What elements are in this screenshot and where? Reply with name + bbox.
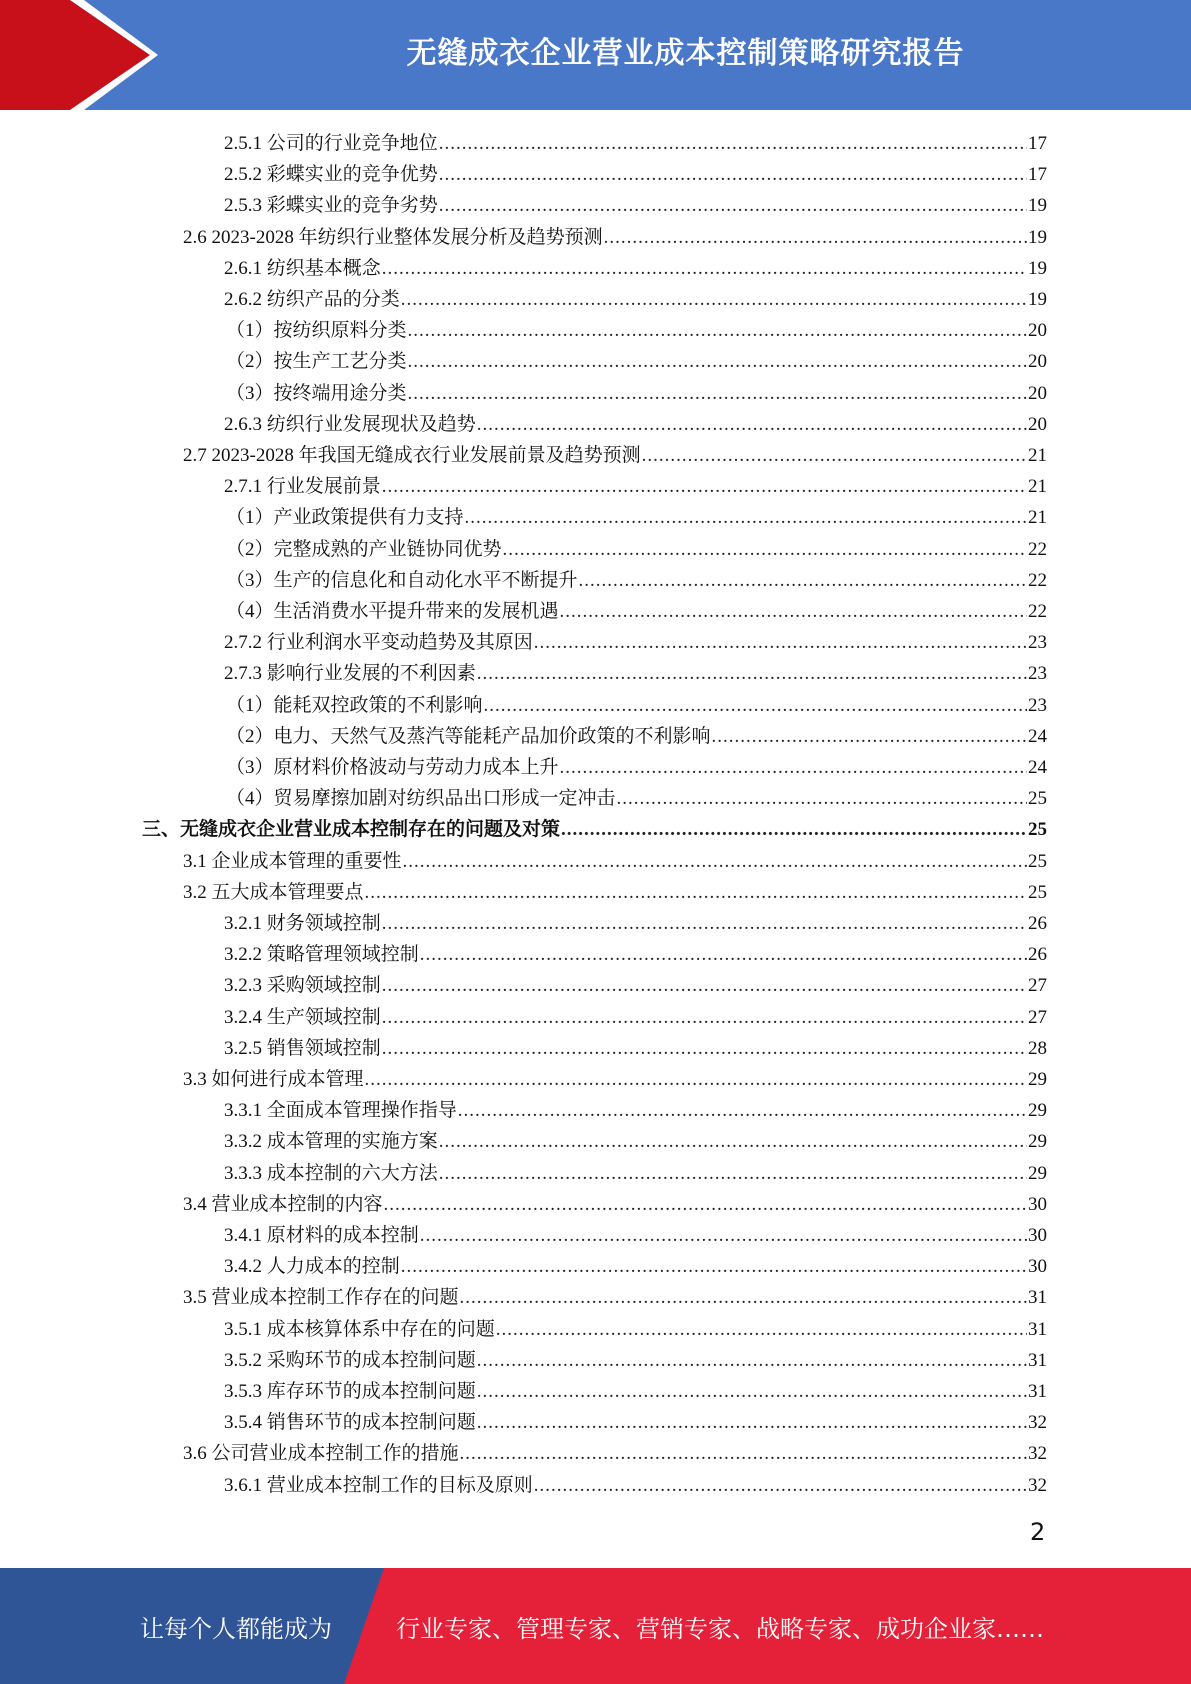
toc-entry[interactable] — [224, 159, 1047, 190]
toc-entry-page: 17 — [1028, 164, 1047, 186]
toc-entry-page: 24 — [1028, 725, 1047, 747]
toc-leader-dots — [712, 721, 1027, 752]
toc-entry-page: 29 — [1028, 1069, 1047, 1090]
toc-entry-title: 2.6.1 纺织基本概念 — [224, 257, 381, 279]
toc-entry-page: 31 — [1028, 1349, 1047, 1371]
toc-leader-dots — [642, 440, 1027, 471]
toc-entry-title: （2）按生产工艺分类 — [226, 351, 407, 373]
toc-leader-dots — [420, 939, 1027, 970]
toc-entry[interactable] — [183, 1064, 1047, 1095]
toc-leader-dots — [382, 1002, 1027, 1033]
toc-entry-title: 2.6 2023-2028 年纺织行业整体发展分析及趋势预测 — [183, 226, 603, 248]
toc-leader-dots — [458, 1095, 1027, 1126]
toc-entry-title: 3.2.5 销售领域控制 — [224, 1037, 381, 1059]
toc-entry[interactable] — [226, 502, 1047, 533]
toc-entry-page: 30 — [1028, 1256, 1047, 1278]
toc-entry-page: 21 — [1028, 445, 1047, 466]
toc-entry-title: 三、无缝成衣企业营业成本控制存在的问题及对策 — [142, 819, 561, 841]
toc-leader-dots — [579, 565, 1027, 596]
toc-entry-page: 30 — [1028, 1193, 1047, 1215]
toc-entry[interactable] — [183, 222, 1047, 253]
toc-leader-dots — [460, 1282, 1027, 1313]
toc-entry[interactable] — [226, 346, 1047, 377]
toc-entry-title: 3.5.2 采购环节的成本控制问题 — [224, 1349, 476, 1371]
toc-entry-title: 2.6.2 纺织产品的分类 — [224, 289, 400, 310]
toc-entry-page: 25 — [1028, 819, 1047, 841]
toc-leader-dots — [401, 1251, 1027, 1282]
toc-entry-title: 3.5.1 成本核算体系中存在的问题 — [224, 1318, 495, 1340]
page-footer — [0, 1568, 1191, 1684]
toc-leader-dots — [384, 1189, 1027, 1220]
toc-entry[interactable] — [183, 440, 1047, 471]
toc-entry-title: 3.2.4 生产领域控制 — [224, 1006, 381, 1028]
toc-leader-dots — [560, 752, 1027, 783]
toc-entry[interactable] — [142, 814, 1047, 845]
toc-entry-page: 20 — [1028, 320, 1047, 342]
toc-entry-page: 20 — [1028, 382, 1047, 404]
toc-leader-dots — [560, 596, 1027, 627]
toc-entry-title: 2.5.3 彩蝶实业的竞争劣势 — [224, 195, 438, 217]
toc-entry-page: 29 — [1028, 1100, 1047, 1122]
toc-entry[interactable] — [224, 409, 1047, 440]
toc-entry-page: 25 — [1028, 850, 1047, 872]
toc-entry-title: 2.7 2023-2028 年我国无缝成衣行业发展前景及趋势预测 — [183, 445, 641, 466]
toc-entry[interactable] — [224, 128, 1047, 159]
toc-leader-dots — [503, 534, 1027, 565]
toc-entry-title: 3.6 公司营业成本控制工作的措施 — [183, 1443, 459, 1465]
toc-leader-dots — [382, 970, 1027, 1001]
toc-entry-page: 31 — [1028, 1381, 1047, 1402]
toc-entry-page: 27 — [1028, 975, 1047, 997]
toc-leader-dots — [403, 846, 1027, 877]
toc-entry-title: 2.7.3 影响行业发展的不利因素 — [224, 663, 476, 685]
toc-entry-page: 28 — [1028, 1037, 1047, 1059]
toc-entry[interactable] — [224, 253, 1047, 284]
toc-entry-title: 3.6.1 营业成本控制工作的目标及原则 — [224, 1474, 533, 1496]
toc-entry-page: 31 — [1028, 1318, 1047, 1340]
toc-entry-title: 3.4.2 人力成本的控制 — [224, 1256, 400, 1278]
toc-leader-dots — [465, 502, 1027, 533]
footer-slogan-left: 让每个人都能成为 — [140, 1614, 332, 1643]
toc-entry[interactable] — [224, 1095, 1047, 1126]
toc-leader-dots — [408, 315, 1027, 346]
toc-entry[interactable] — [224, 190, 1047, 221]
toc-leader-dots — [477, 1376, 1027, 1407]
toc-entry[interactable] — [224, 1314, 1047, 1345]
toc-entry-page: 25 — [1028, 881, 1047, 903]
toc-entry-title: （2）电力、天然气及蒸汽等能耗产品加价政策的不利影响 — [226, 725, 711, 747]
toc-leader-dots — [484, 690, 1027, 721]
toc-entry-title: 2.7.2 行业利润水平变动趋势及其原因 — [224, 632, 533, 654]
page-number: 2 — [1030, 1518, 1046, 1546]
toc-entry[interactable] — [224, 939, 1047, 970]
toc-entry-page: 29 — [1028, 1162, 1047, 1184]
toc-entry-page: 22 — [1028, 569, 1047, 591]
toc-entry-title: 3.3.3 成本控制的六大方法 — [224, 1162, 438, 1184]
toc-entry-title: 3.2.2 策略管理领域控制 — [224, 944, 419, 966]
toc-entry-page: 20 — [1028, 413, 1047, 435]
toc-entry[interactable] — [224, 1345, 1047, 1376]
toc-entry[interactable] — [224, 1126, 1047, 1157]
toc-entry[interactable] — [224, 1002, 1047, 1033]
toc-entry-title: （4）贸易摩擦加剧对纺织品出口形成一定冲击 — [226, 788, 616, 810]
toc-entry[interactable] — [226, 783, 1047, 814]
toc-entry-title: 3.5.4 销售环节的成本控制问题 — [224, 1412, 476, 1434]
toc-entry-page: 22 — [1028, 601, 1047, 622]
toc-entry-page: 22 — [1028, 538, 1047, 560]
toc-leader-dots — [534, 627, 1027, 658]
toc-entry-title: 3.2.3 采购领域控制 — [224, 975, 381, 997]
document-title: 无缝成衣企业营业成本控制策略研究报告 — [406, 36, 965, 71]
toc-entry-page: 26 — [1028, 944, 1047, 966]
toc-leader-dots — [408, 378, 1027, 409]
toc-entry-title: 2.5.2 彩蝶实业的竞争优势 — [224, 164, 438, 186]
toc-entry-page: 23 — [1028, 663, 1047, 685]
toc-entry-page: 31 — [1028, 1287, 1047, 1309]
toc-entry-page: 19 — [1028, 257, 1047, 279]
toc-entry-page: 23 — [1028, 694, 1047, 716]
toc-entry[interactable] — [224, 1407, 1047, 1438]
toc-entry-title: （3）按终端用途分类 — [226, 382, 407, 404]
toc-entry-title: （1）按纺织原料分类 — [226, 320, 407, 342]
toc-entry[interactable] — [226, 690, 1047, 721]
toc-entry-page: 19 — [1028, 195, 1047, 217]
toc-leader-dots — [365, 1064, 1027, 1095]
toc-entry-title: 3.5.3 库存环节的成本控制问题 — [224, 1381, 476, 1402]
toc-entry[interactable] — [224, 1158, 1047, 1189]
toc-entry-title: （1）产业政策提供有力支持 — [226, 507, 464, 529]
toc-entry-title: （2）完整成熟的产业链协同优势 — [226, 538, 502, 560]
toc-leader-dots — [439, 1126, 1027, 1157]
toc-leader-dots — [365, 877, 1027, 908]
toc-entry-title: 3.3.2 成本管理的实施方案 — [224, 1131, 438, 1153]
toc-entry[interactable] — [224, 1251, 1047, 1282]
toc-entry[interactable] — [224, 1376, 1047, 1407]
toc-entry-title: 3.2 五大成本管理要点 — [183, 881, 364, 903]
toc-entry-title: 3.3.1 全面成本管理操作指导 — [224, 1100, 457, 1122]
toc-entry-title: 2.6.3 纺织行业发展现状及趋势 — [224, 413, 476, 435]
toc-entry-page: 32 — [1028, 1443, 1047, 1465]
toc-entry-page: 21 — [1028, 507, 1047, 529]
toc-entry-title: 3.1 企业成本管理的重要性 — [183, 850, 402, 872]
toc-entry-page: 23 — [1028, 632, 1047, 654]
toc-leader-dots — [382, 908, 1027, 939]
toc-entry[interactable] — [224, 471, 1047, 502]
toc-leader-dots — [617, 783, 1027, 814]
toc-entry-title: 2.7.1 行业发展前景 — [224, 476, 381, 498]
toc-entry[interactable] — [183, 877, 1047, 908]
toc-entry-title: 3.4.1 原材料的成本控制 — [224, 1225, 419, 1246]
toc-entry[interactable] — [183, 846, 1047, 877]
toc-leader-dots — [382, 253, 1027, 284]
toc-entry[interactable] — [224, 1470, 1047, 1501]
toc-leader-dots — [477, 658, 1027, 689]
toc-entry-page: 29 — [1028, 1131, 1047, 1153]
footer-slogan-right: 行业专家、管理专家、营销专家、战略专家、成功企业家…… — [396, 1614, 1044, 1643]
toc-entry-page: 32 — [1028, 1412, 1047, 1434]
toc-entry-page: 32 — [1028, 1474, 1047, 1496]
toc-entry-title: （1）能耗双控政策的不利影响 — [226, 694, 483, 716]
toc-entry-title: 3.5 营业成本控制工作存在的问题 — [183, 1287, 459, 1309]
toc-leader-dots — [401, 284, 1027, 315]
toc-leader-dots — [496, 1314, 1027, 1345]
toc-entry-title: 3.2.1 财务领域控制 — [224, 913, 381, 934]
toc-entry-page: 26 — [1028, 913, 1047, 934]
toc-entry-page: 25 — [1028, 788, 1047, 810]
toc-entry[interactable] — [224, 658, 1047, 689]
toc-entry[interactable] — [183, 1438, 1047, 1469]
toc-leader-dots — [439, 128, 1027, 159]
toc-entry[interactable] — [226, 721, 1047, 752]
toc-leader-dots — [439, 159, 1027, 190]
toc-entry[interactable] — [226, 596, 1047, 627]
toc-entry[interactable] — [226, 752, 1047, 783]
toc-leader-dots — [460, 1438, 1027, 1469]
toc-entry-page: 19 — [1028, 226, 1047, 248]
toc-entry[interactable] — [224, 1220, 1047, 1251]
toc-leader-dots — [477, 409, 1027, 440]
toc-entry-page: 17 — [1028, 133, 1047, 154]
toc-entry-page: 19 — [1028, 289, 1047, 310]
chevron-decoration-icon — [0, 0, 160, 110]
toc-entry-page: 21 — [1028, 476, 1047, 498]
toc-leader-dots — [477, 1345, 1027, 1376]
toc-entry-title: （4）生活消费水平提升带来的发展机遇 — [226, 601, 559, 622]
toc-leader-dots — [604, 222, 1027, 253]
toc-entry-page: 24 — [1028, 757, 1047, 778]
toc-entry[interactable] — [226, 534, 1047, 565]
toc-leader-dots — [477, 1407, 1027, 1438]
toc-entry[interactable] — [226, 315, 1047, 346]
toc-entry[interactable] — [224, 970, 1047, 1001]
toc-entry-title: 2.5.1 公司的行业竞争地位 — [224, 133, 438, 154]
toc-entry-title: 3.4 营业成本控制的内容 — [183, 1193, 383, 1215]
toc-leader-dots — [561, 814, 1027, 845]
toc-entry[interactable] — [226, 565, 1047, 596]
toc-entry-title: 3.3 如何进行成本管理 — [183, 1069, 364, 1090]
toc-entry-page: 30 — [1028, 1225, 1047, 1246]
toc-entry[interactable] — [183, 1282, 1047, 1313]
toc-leader-dots — [439, 1158, 1027, 1189]
toc-leader-dots — [534, 1470, 1027, 1501]
toc-leader-dots — [420, 1220, 1027, 1251]
toc-entry-page: 27 — [1028, 1006, 1047, 1028]
toc-leader-dots — [439, 190, 1027, 221]
toc-entry-title: （3）生产的信息化和自动化水平不断提升 — [226, 569, 578, 591]
toc-entry-page: 20 — [1028, 351, 1047, 373]
toc-entry[interactable] — [224, 908, 1047, 939]
toc-entry[interactable] — [224, 627, 1047, 658]
toc-entry[interactable] — [224, 1033, 1047, 1064]
toc-entry[interactable] — [224, 284, 1047, 315]
toc-entry[interactable] — [183, 1189, 1047, 1220]
toc-leader-dots — [382, 471, 1027, 502]
toc-leader-dots — [408, 346, 1027, 377]
toc-entry[interactable] — [226, 378, 1047, 409]
toc-entry-title: （3）原材料价格波动与劳动力成本上升 — [226, 757, 559, 778]
toc-leader-dots — [382, 1033, 1027, 1064]
page-header — [0, 0, 1191, 110]
